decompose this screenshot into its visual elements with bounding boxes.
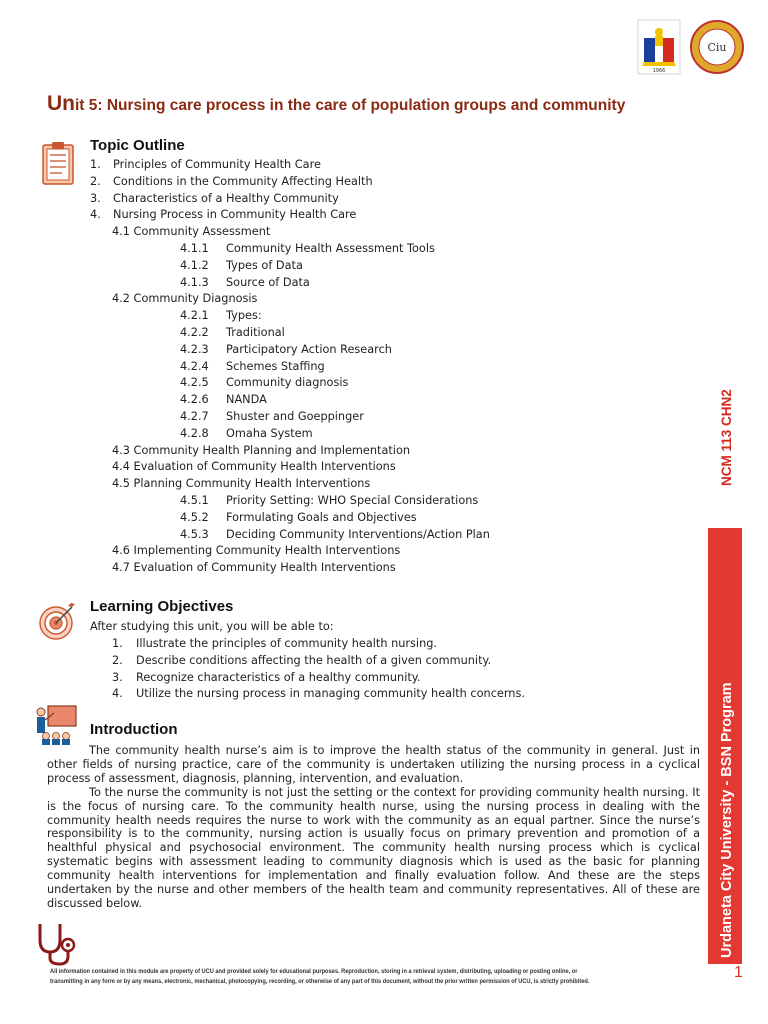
outline-item: 4.1.2 Types of Data [180, 258, 303, 272]
outline-item: 4.1 Community Assessment [112, 225, 271, 239]
unit-title [47, 92, 625, 116]
outline-item: 4.6 Implementing Community Health Interventions [112, 544, 401, 558]
side-course-label [711, 368, 739, 488]
outline-item: 4.2.1 Types: [180, 309, 262, 323]
learning-objectives-heading: Learning Objectives [90, 598, 234, 615]
unit-title-text: it 5: Nursing care process in the care of population groups and community [75, 97, 626, 114]
outline-item: 4.2.7 Shuster and Goeppinger [180, 410, 364, 423]
topic-outline-heading: Topic Outline [90, 137, 185, 154]
topic-outline-list [0, 157, 700, 587]
outline-item: 4.1.1 Community Health Assessment Tools [180, 242, 435, 255]
outline-item: 4.5.3 Deciding Community Interventions/Action Plan [180, 527, 490, 541]
page-number: 1 [734, 964, 743, 981]
philippine-seal-logo [638, 20, 680, 74]
outline-item: 4.7 Evaluation of Community Health Interventions [112, 561, 396, 575]
university-logos [636, 18, 748, 76]
objective-item: 2. Describe conditions affecting the health of a given community. [112, 653, 492, 667]
learning-objectives-list [0, 636, 700, 706]
outline-item: 4.5.2 Formulating Goals and Objectives [180, 510, 417, 524]
svg-text:Urdaneta City University - BSN: Urdaneta City University - BSN Program [719, 682, 735, 958]
outline-item: 4.2.2 Traditional [180, 326, 285, 339]
svg-text:Ciu: Ciu [707, 41, 727, 54]
copyright-footer: All information contained in this module are property of UCU and provided solely for educational purposes. Reproduction, storing in a retrieval system, distributing, uploading or posting online, or transmitting in any form or by any means, electronic, mechanical, photocopying, recording, or otherwise of any part of this document, without the prior written permission of UCU, is strictly prohibited. [50, 968, 590, 985]
outline-item: 2. Conditions in the Community Affecting Health [90, 174, 373, 188]
introduction-paragraph: To the nurse the community is not just the setting or the context for providing community health nursing. It is the focus of nursing care. To the community health nurse, using the nursing process in dealing with the community health needs requires the nurse to work with the community as an equal partner. Since the nurse’s responsibility is to the community, nursing action is usually focus on primary prevention and promotion of a healthful physical and psychosocial environment. The community health nursing process which is cyclical systematic begins with assessment leading to community diagnosis which is used as the basic for planning community health interventions for implementation and finally evaluation follow. And these are the steps undertaken by the nurse and other members of the health team and community representatives. All of these are discussed below. [47, 785, 700, 910]
objective-item: 4. Utilize the nursing process in managing community health concerns. [112, 687, 525, 701]
unit-title-initial: Un [47, 92, 75, 115]
outline-item: 4.1.3 Source of Data [180, 275, 310, 289]
ucu-seal-logo [691, 21, 743, 73]
outline-item: 4.2.5 Community diagnosis [180, 376, 349, 390]
outline-item: 1. Principles of Community Health Care [90, 158, 321, 171]
outline-item: 4.4 Evaluation of Community Health Interventions [112, 460, 396, 474]
svg-text:1966: 1966 [652, 68, 666, 74]
stethoscope-icon [34, 920, 80, 966]
introduction-heading: Introduction [90, 721, 178, 738]
outline-item: 3. Characteristics of a Healthy Community [90, 191, 339, 205]
outline-item: 4.5 Planning Community Health Interventions [112, 477, 371, 491]
outline-item: 4.2.4 Schemes Staffing [180, 359, 325, 373]
objective-item: 3. Recognize characteristics of a healthy community. [112, 670, 421, 684]
outline-item: 4. Nursing Process in Community Health Care [90, 208, 357, 222]
outline-item: 4.2.3 Participatory Action Research [180, 342, 392, 356]
teacher-icon [34, 703, 78, 745]
outline-item: 4.2.6 NANDA [180, 393, 267, 407]
side-program-label [711, 530, 739, 960]
learning-objectives-intro: After studying this unit, you will be able to: [90, 620, 334, 633]
outline-item: 4.3 Community Health Planning and Implementation [112, 443, 411, 457]
outline-item: 4.5.1 Priority Setting: WHO Special Considerations [180, 494, 479, 507]
outline-item: 4.2.8 Omaha System [180, 426, 313, 440]
outline-item: 4.2 Community Diagnosis [112, 292, 258, 306]
introduction-body [47, 744, 700, 911]
introduction-paragraph: The community health nurse’s aim is to improve the health status of the community in general. Just in other fields of nursing practice, care of the community is undertaken utilizing the nursing process in a cyclical process of assessment, diagnosis, planning, intervention, and evaluation. [47, 744, 700, 785]
svg-text:NCM 113 CHN2: NCM 113 CHN2 [719, 389, 734, 486]
objective-item: 1. Illustrate the principles of community health nursing. [112, 637, 437, 650]
